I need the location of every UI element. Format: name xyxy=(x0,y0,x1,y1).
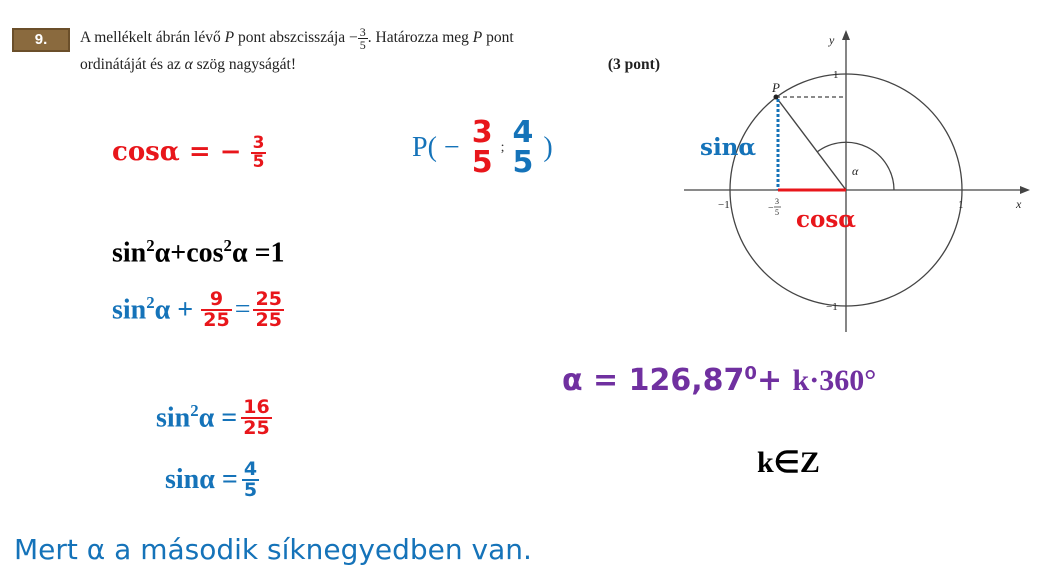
problem-line-1 xyxy=(80,24,665,51)
tick-frac-minus: − xyxy=(768,203,774,214)
problem-text: pont xyxy=(482,29,514,46)
step-1-equation: $\sin^2\alpha$ + $\frac{9}{25}$ = $\frac{25}{25}$ xyxy=(112,288,282,331)
unit-circle-diagram xyxy=(680,22,1040,342)
tick-frac-den: 5 xyxy=(775,208,779,217)
fraction: $\frac{16}{25}$ xyxy=(243,396,270,439)
y-axis-label: y xyxy=(829,33,835,47)
step-3-equation: sinα = $\frac{4}{5}$ xyxy=(165,458,258,501)
fraction: $\frac{25}{25}$ xyxy=(255,288,282,331)
fraction: $\frac{4}{5}$ xyxy=(243,458,258,501)
cos-equation: cosα = − $\frac{3}{5}$ xyxy=(112,133,265,172)
tick-label-1: 1 xyxy=(958,199,964,211)
problem-text: pont abszcisszája − xyxy=(234,29,358,46)
point-p-dot xyxy=(774,95,779,100)
fraction: $\frac{9}{25}$ xyxy=(203,288,230,331)
tick-frac-num: 3 xyxy=(775,197,779,206)
conclusion-text: Mert α a második síknegyedben van. xyxy=(14,533,532,566)
y-axis-arrow-icon xyxy=(842,30,850,40)
y-fraction: 4 5 xyxy=(512,115,534,180)
point-p-ref: P xyxy=(224,29,235,46)
tick-label-neg1: −1 xyxy=(718,199,730,211)
fraction: $\frac{3}{5}$ xyxy=(252,133,265,172)
tick-label-y-neg1: −1 xyxy=(826,301,838,313)
tick-label-y1: 1 xyxy=(833,69,839,81)
problem-text: A mellékelt ábrán lévő xyxy=(80,29,225,46)
problem-statement xyxy=(80,24,665,78)
x-axis-arrow-icon xyxy=(1020,186,1030,194)
problem-text: . Határozza meg xyxy=(367,29,473,46)
sin-label: sinα xyxy=(700,134,757,161)
points-label: (3 pont) xyxy=(607,56,660,73)
step-2-equation: $\sin^2\alpha$ = $\frac{16}{25}$ xyxy=(156,396,270,439)
angle-label: α xyxy=(852,164,859,178)
point-coordinates: P( − 3 5 ; 4 5 ) xyxy=(412,115,553,180)
point-p-ref: P xyxy=(472,29,483,46)
x-axis-label: x xyxy=(1016,197,1022,211)
fraction: $\frac{3}{5}$ xyxy=(359,24,366,52)
point-p-label: P xyxy=(772,80,780,95)
alpha-result: $\alpha = 126,87^0+ k\cdot 360^\circ$ xyxy=(562,363,877,398)
k-integer-set: k∈Z xyxy=(757,446,820,479)
problem-number-badge: 9. xyxy=(12,28,70,52)
x-fraction: 3 5 xyxy=(471,115,493,180)
pythagorean-identity: $\sin^2\alpha+\cos^2\alpha =1$ xyxy=(112,236,285,269)
problem-line-2: ordinátáját és az α szög nagyságát! (3 pont) xyxy=(80,51,665,78)
cos-label: cosα xyxy=(796,206,856,233)
